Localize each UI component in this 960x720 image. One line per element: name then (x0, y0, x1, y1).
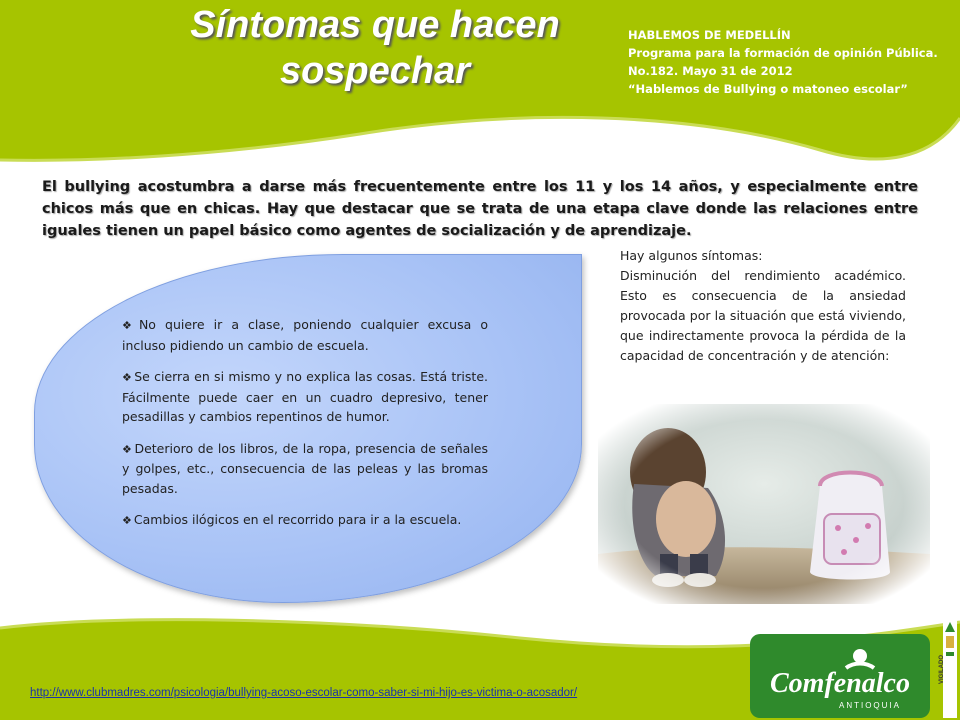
program-info-line: Programa para la formación de opinión Pública. (628, 46, 938, 60)
comfenalco-logo (750, 634, 930, 718)
logo-wordmark: Comfenalco (770, 668, 910, 699)
list-item (122, 510, 488, 531)
logo-subtitle: ANTIOQUIA (838, 701, 902, 710)
symptoms-heading: Hay algunos síntomas: (620, 248, 763, 263)
page-title (150, 2, 600, 94)
list-item-text: Se cierra en si mismo y no explica las cosas. Está triste. Fácilmente puede caer en un cuadro depresivo, tener pesadillas y cambios repentinos de humor. (122, 369, 488, 424)
title-line-1: Síntomas que hacen (190, 4, 560, 46)
list-item-text: Deterioro de los libros, de la ropa, presencia de señales y golpes, etc., consecuencia de las peleas y las bromas pesadas. (122, 440, 488, 496)
intro-paragraph: El bullying acostumbra a darse más frecuentemente entre los 11 y los 14 años, y especialmente entre chicos más que en chicas. Hay que destacar que se trata de una etapa clave donde las relaciones entre iguales tienen un papel básico como agentes de socialización y de aprendizaje. (42, 179, 918, 239)
list-item-text: No quiere ir a clase, poniendo cualquier excusa o incluso pidiendo un cambio de escuela. (122, 317, 488, 353)
bubble-symptom-list (122, 315, 488, 543)
title-line-2: sospechar (279, 50, 471, 92)
diamond-bullet-icon: ❖ (122, 319, 137, 332)
diamond-bullet-icon: ❖ (122, 442, 133, 456)
program-info-line: “Hablemos de Bullying o matoneo escolar” (628, 82, 908, 96)
list-item (122, 315, 488, 355)
symptoms-text (620, 246, 906, 366)
source-link[interactable]: http://www.clubmadres.com/psicologia/bullying-acoso-escolar-como-saber-si-mi-hijo-es-victima-o-acosador/ (30, 687, 578, 699)
program-info (628, 26, 958, 98)
list-item-text: Cambios ilógicos en el recorrido para ir a la escuela. (133, 512, 462, 527)
diamond-bullet-icon: ❖ (122, 371, 133, 384)
diamond-bullet-icon: ❖ (122, 514, 132, 527)
symptoms-body: Disminución del rendimiento académico. Esto es consecuencia de la ansiedad provocada por la situación que está viviendo, que indirectamente provoca la pérdida de la capacidad de concentración y de atención: (620, 268, 906, 363)
child-backpack-photo (598, 404, 930, 604)
program-info-line: No.182. Mayo 31 de 2012 (628, 64, 793, 78)
list-item (122, 367, 488, 427)
list-item (122, 439, 488, 499)
program-info-line: HABLEMOS DE MEDELLÍN (628, 28, 791, 42)
vigilado-label: VIGILADO (939, 654, 945, 684)
